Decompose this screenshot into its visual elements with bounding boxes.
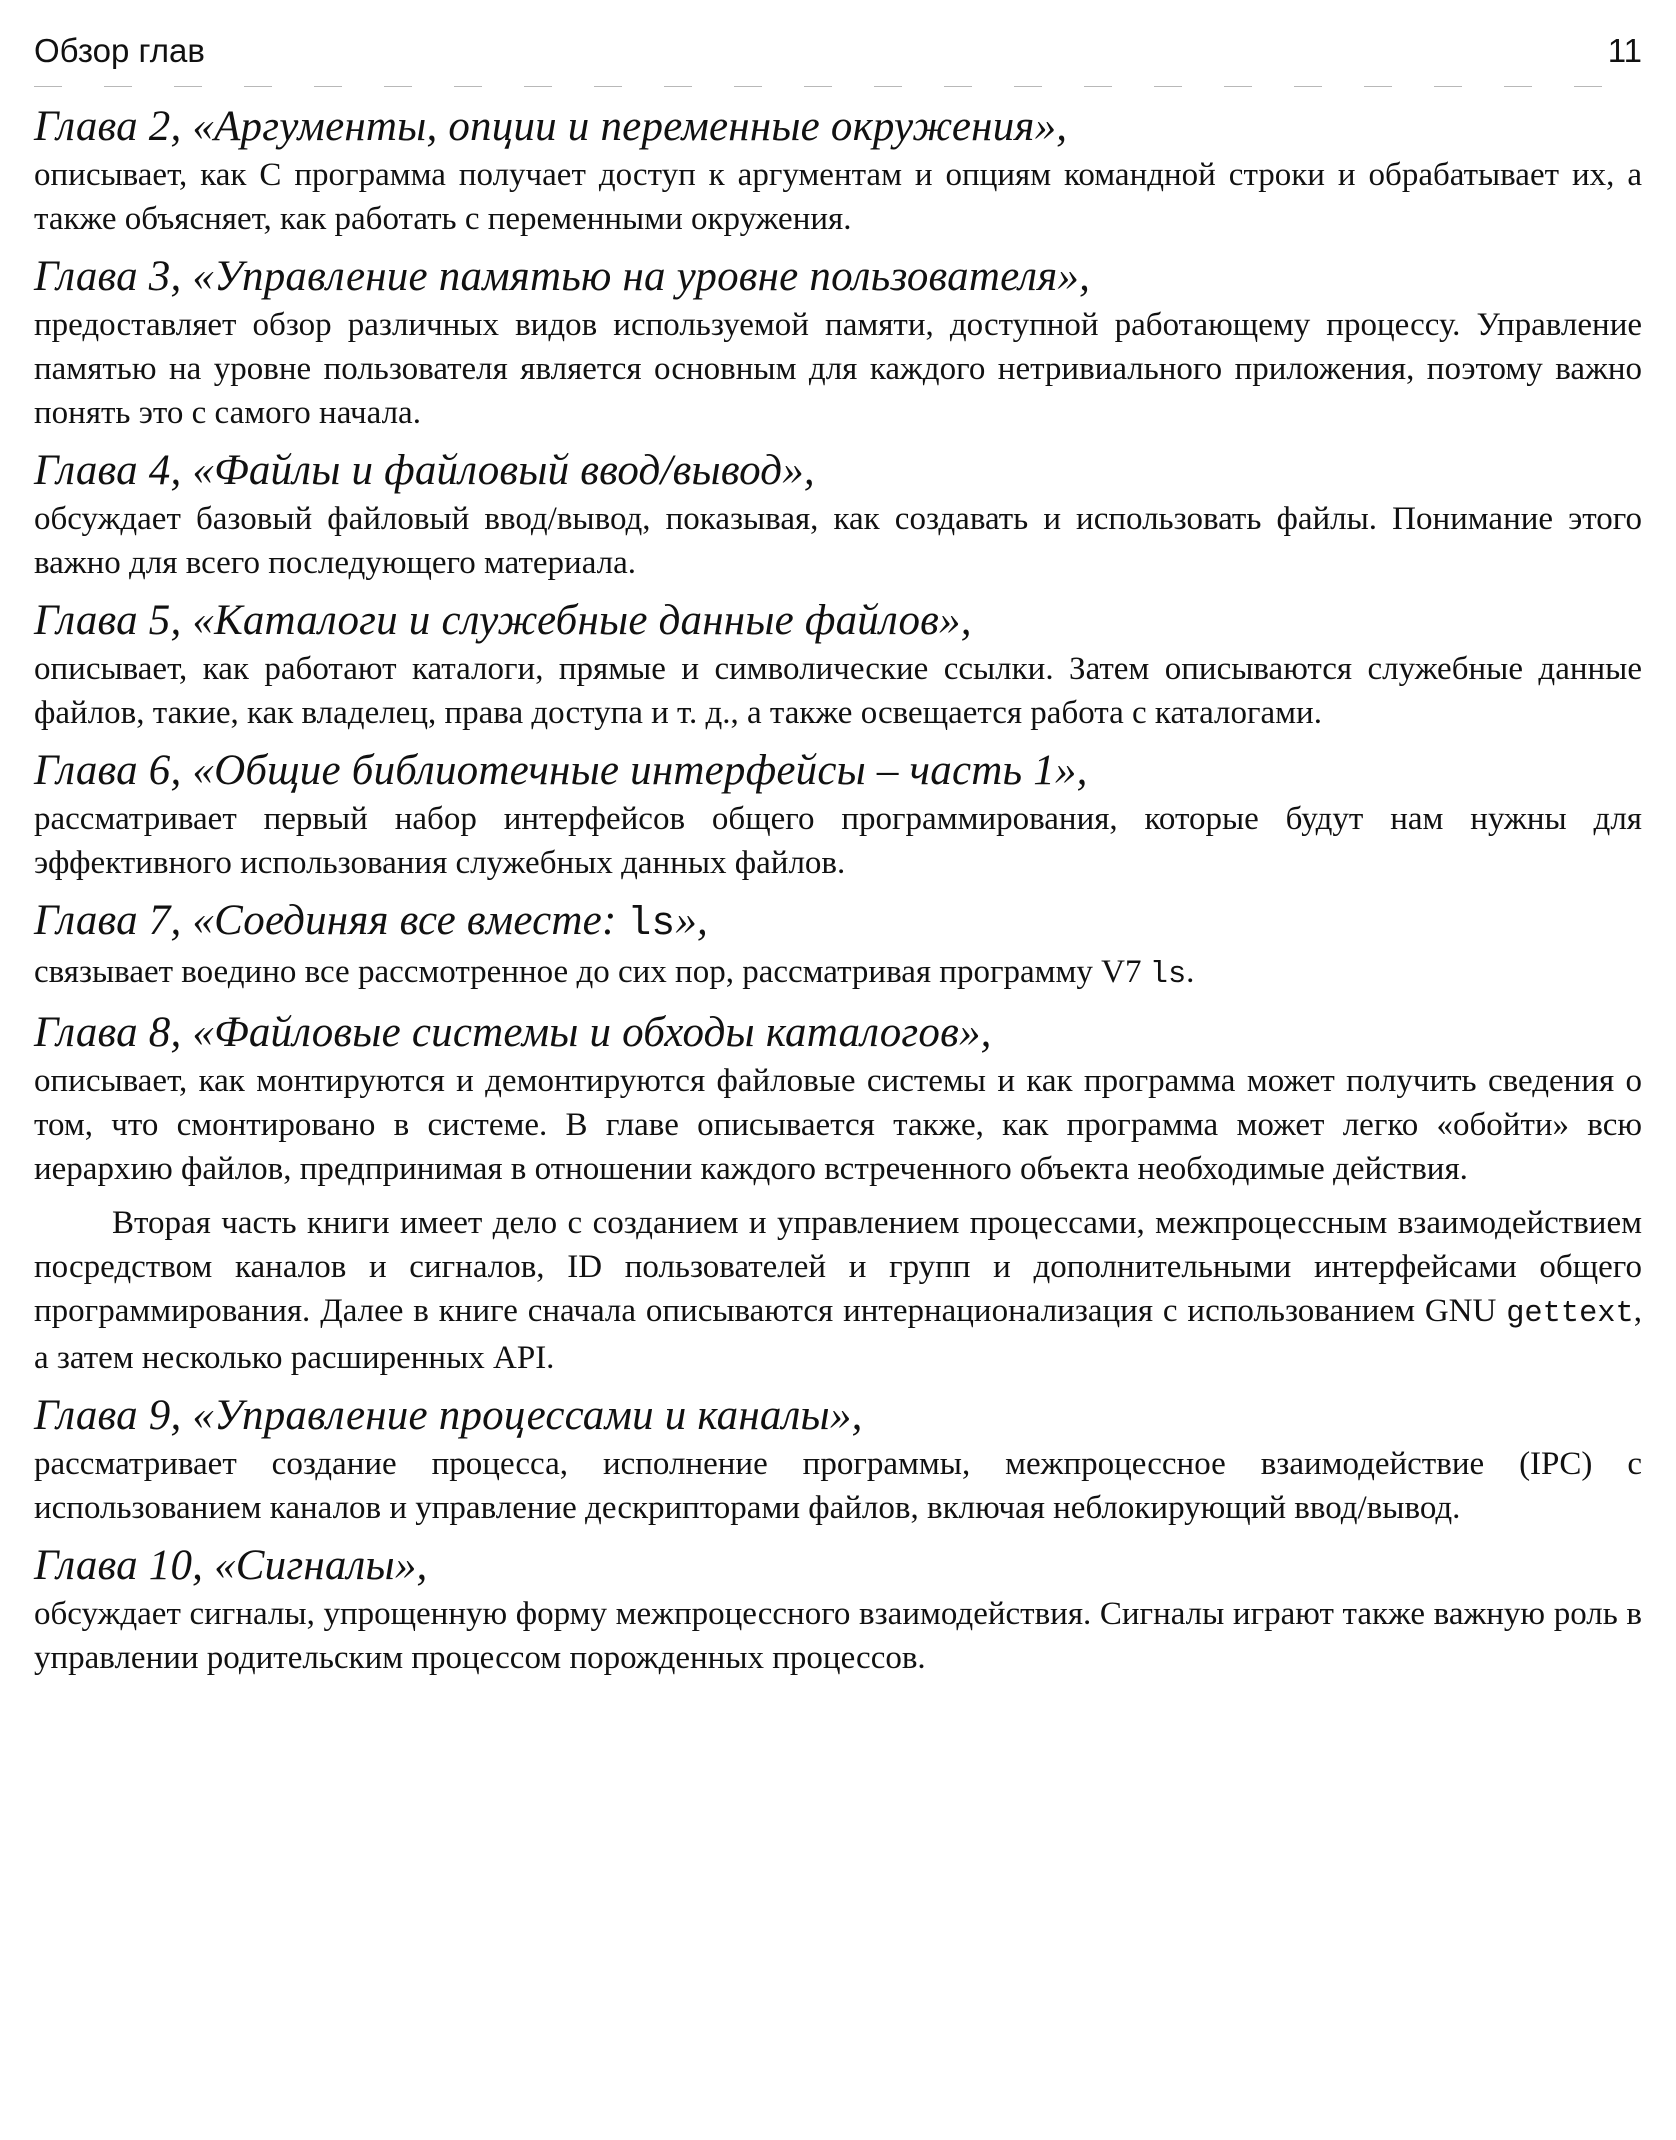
chapter-title: Глава 6, «Общие библиотечные интерфейсы – часть 1», bbox=[34, 747, 1088, 794]
chapter-description: рассматривает создание процесса, исполнение программы, межпроцессное взаимодействие (IPC) с использованием каналов и управление дескрипторами файлов, включая неблокирующий ввод/вывод. bbox=[34, 1446, 1642, 1526]
chapter-description: рассматривает первый набор интерфейсов общего программирования, которые будут нам нужны для эффективного использования служебных данных файлов. bbox=[34, 801, 1642, 881]
chapter-description-prefix: связывает воедино все рассмотренное до сих пор, рассматривая программу V7 bbox=[34, 954, 1150, 990]
chapter-entry-2 bbox=[34, 101, 1642, 241]
chapter-entry-7 bbox=[34, 895, 1642, 997]
chapter-entry-10 bbox=[34, 1540, 1642, 1680]
chapter-description: описывает, как работают каталоги, прямые и символические ссылки. Затем описываются служебные данные файлов, такие, как владелец, права доступа и т. д., а также освещается работа с каталогами. bbox=[34, 651, 1642, 731]
chapter-entry-4 bbox=[34, 445, 1642, 585]
chapter-title-code: ls bbox=[627, 901, 676, 946]
chapter-title-prefix: Глава 7, «Соединяя все вместе: bbox=[34, 897, 628, 944]
chapter-entry-6 bbox=[34, 745, 1642, 885]
chapter-title: Глава 8, «Файловые системы и обходы каталогов», bbox=[34, 1009, 992, 1056]
chapter-description: предоставляет обзор различных видов используемой памяти, доступной работающему процессу. Управление памятью на уровне пользователя является основным для каждого нетривиального приложения, поэтому важно понять это с самого начала. bbox=[34, 307, 1642, 431]
chapter-description-code: ls bbox=[1149, 958, 1187, 992]
part-two-text-suffix: , а затем несколько расширенных API. bbox=[34, 1293, 1642, 1376]
chapter-description bbox=[34, 950, 1642, 997]
chapter-title: Глава 4, «Файлы и файловый ввод/вывод», bbox=[34, 447, 815, 494]
page-number: 11 bbox=[1607, 32, 1642, 69]
part-two-code: gettext bbox=[1506, 1297, 1634, 1331]
chapter-title bbox=[34, 895, 1642, 950]
chapter-title: Глава 5, «Каталоги и служебные данные файлов», bbox=[34, 597, 972, 644]
chapter-title: Глава 9, «Управление процессами и каналы», bbox=[34, 1392, 863, 1439]
chapter-title: Глава 10, «Сигналы», bbox=[34, 1542, 428, 1589]
section-title: Обзор глав bbox=[34, 32, 205, 69]
chapter-description: обсуждает базовый файловый ввод/вывод, показывая, как создавать и использовать файлы. Понимание этого важно для всего последующего материала. bbox=[34, 501, 1642, 581]
chapter-description: описывает, как монтируются и демонтируются файловые системы и как программа может получить сведения о том, что смонтировано в системе. В главе описывается также, как программа может легко «обойти» всю иерархию файлов, предпринимая в отношении каждого встреченного объекта необходимые действия. bbox=[34, 1063, 1642, 1187]
chapter-description-suffix: . bbox=[1186, 954, 1195, 990]
part-two-text-prefix: Вторая часть книги имеет дело с созданием и управлением процессами, межпроцессным взаимодействием посредством каналов и сигналов, ID пользователей и групп и дополнительными интерфейсами общего программирования. Далее в книге сначала описываются интернационализация с использованием GNU bbox=[34, 1205, 1642, 1329]
chapter-entry-9 bbox=[34, 1390, 1642, 1530]
chapter-title-suffix: », bbox=[675, 897, 708, 944]
chapter-entry-3 bbox=[34, 251, 1642, 435]
chapter-title: Глава 2, «Аргументы, опции и переменные окружения», bbox=[34, 103, 1068, 150]
chapter-description: обсуждает сигналы, упрощенную форму межпроцессного взаимодействия. Сигналы играют также важную роль в управлении родительским процессом порожденных процессов. bbox=[34, 1596, 1642, 1676]
chapter-entry-5 bbox=[34, 595, 1642, 735]
part-two-intro-paragraph bbox=[34, 1201, 1642, 1380]
header-divider bbox=[34, 86, 1642, 87]
book-page bbox=[34, 28, 1642, 1690]
chapter-description: описывает, как C программа получает доступ к аргументам и опциям командной строки и обрабатывает их, а также объясняет, как работать с переменными окружения. bbox=[34, 157, 1642, 237]
running-header bbox=[34, 28, 1642, 74]
chapter-title: Глава 3, «Управление памятью на уровне пользователя», bbox=[34, 253, 1091, 300]
chapter-entry-8 bbox=[34, 1007, 1642, 1191]
